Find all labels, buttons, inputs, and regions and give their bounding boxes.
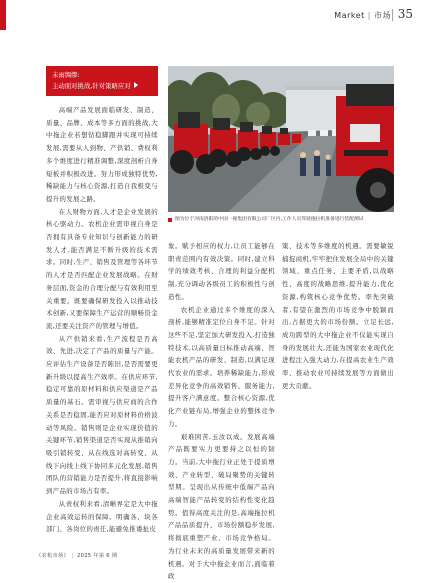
- paragraph: 艰难困苦,玉汝以成。发展高端产品既要实力更要持之以恒的韧力。当前,大中拖行业正处于提质增效、产业转型、破局聚势的关键转型期。呈现出从传统中低端产品向高端智能产品转变的结构性变化趋势。值得高度关注的是,高端拖拉机产品品质提升、市场份额稳步发展,将彻底重塑产业、市场竞争格局。为行业未来的高质量发展带来新的机遇。对于大中拖企业而言,面临着政: [168, 432, 275, 581]
- triangle-bullet-icon: [134, 82, 138, 88]
- tractor-scene-illustration: [168, 66, 394, 212]
- section-title: [334, 10, 391, 21]
- section-heading-line2: 主动面对挑战,针对策略应对: [52, 81, 138, 92]
- journal-name: 《农机市场》: [36, 553, 69, 559]
- paragraph: 农机企业通过多个维度的深入剖析,能够精准定位自身不足。针对这些不足,坚定加大研发投入,打造独特技术,以高质量日标推动高端、智能农机产品的研发、制造,以满足现代农业的需求。培养稀缺能力,形成差异化竞争的高效销售、服务能力,提升客户满意度。整合核心资源,优化产业链布局,增强企业的整体竞争力。: [168, 305, 275, 428]
- page-number: | 35: [390, 7, 413, 21]
- tractor-factory-photo: [168, 66, 394, 212]
- text-column-3: [282, 240, 394, 392]
- page-footer: [36, 552, 117, 559]
- paragraph: 策、技术等多维度的机遇。需要敏锐捕捉商机,牢牢把住发展全局中的关键领域、重点任务、主要矛盾,以战略性、高度的战略思维,提升能力,优化资源,构筑核心竞争优势。率先突破者,有望在激烈的市场竞争中脱颖而出,占据更大的市场份额。立足长远,成功跨型的大中拖企业不仅能实现自身的发展壮大,还能为国家农业现代化进程注入强大动力,在提高农业生产效率、推动农业可持续发展等方面做出更大贡献。: [282, 242, 394, 390]
- section-label-cn: 市场: [374, 11, 391, 20]
- footer-separator: |: [71, 553, 74, 559]
- paragraph: 在人财物方面,人才是企业发展的核心驱动力。农机企业需审视自身是否拥有具备专业知识与创新能力的研发人才,能否满足不断升级的技术需求。同时,生产、销售及管理等各环节的人才是否匹配企业发展战略。在财务层面,资金的合理分配与有效利用至关重要。既要确保研发投入以推动技术创新,又要保障生产运营的顺畅资金流,还要关注资产的管理与增值。: [46, 207, 158, 330]
- caption-marker-icon: [168, 218, 172, 222]
- text-column-1: [46, 66, 158, 536]
- paragraph: 高端产品发展面临研发、制造、质量、品牌、成本等多方面的挑战,大中拖企业若想钻稳脚跟并实现可持续发展,需要从人到物、产供销、费权利多个维度进行精准调整,深度剖析自身短板并积极改进。努力形成独特优势,稀缺能力与核心资源,打造自我极变与提升的发展之路。: [46, 106, 158, 203]
- photo-caption: 图为位于河南洛阳的中国一拖集团有限公司厂区内,工作人员驾驶拖拉机准备进行装配测试: [168, 216, 394, 224]
- text-column-2: [168, 240, 275, 583]
- section-heading-line1: 未雨绸缪:: [52, 71, 80, 79]
- paragraph: 象。赋予相应的权力,让员工能够在职责范围内有效决策。同时,建立科学的绩效考核、合理的利益分配机制,充分调动各级员工的积极性与创造性。: [168, 242, 275, 301]
- paragraph: 从责权利来看,清晰界定是大中拖企业高效运转的保障。明确各、块各部门、各岗位的责任,能避免推诿扯皮: [46, 499, 158, 534]
- section-label-en: Market: [334, 11, 365, 20]
- issue-label: 2025 年第 6 期: [77, 553, 118, 559]
- header-separator: |: [367, 11, 371, 20]
- header-accent-bar: [0, 0, 6, 30]
- page-header: [0, 0, 427, 30]
- paragraph: 从产供销来看,生产流程是否高效、先进,决定了产品的质量与产能。应评估生产设备是否陈旧,是否需要更新升级以提高生产效率。在供应环节,稳定可靠的原材料和供应渠道是产品质量的基石。需审视与供应商的合作关系是否稳固,能否应对原材料价格波动等风险。销售则是企业实现价值的关键环节,销售渠道是否实现从推销向吸引销转变、从在线选对高转变、从线下向线上线下协同多元化发展,销售团队的营销能力是否提升,将直接影响到产品的市场占有率。: [46, 334, 158, 496]
- section-heading-box: [46, 66, 158, 96]
